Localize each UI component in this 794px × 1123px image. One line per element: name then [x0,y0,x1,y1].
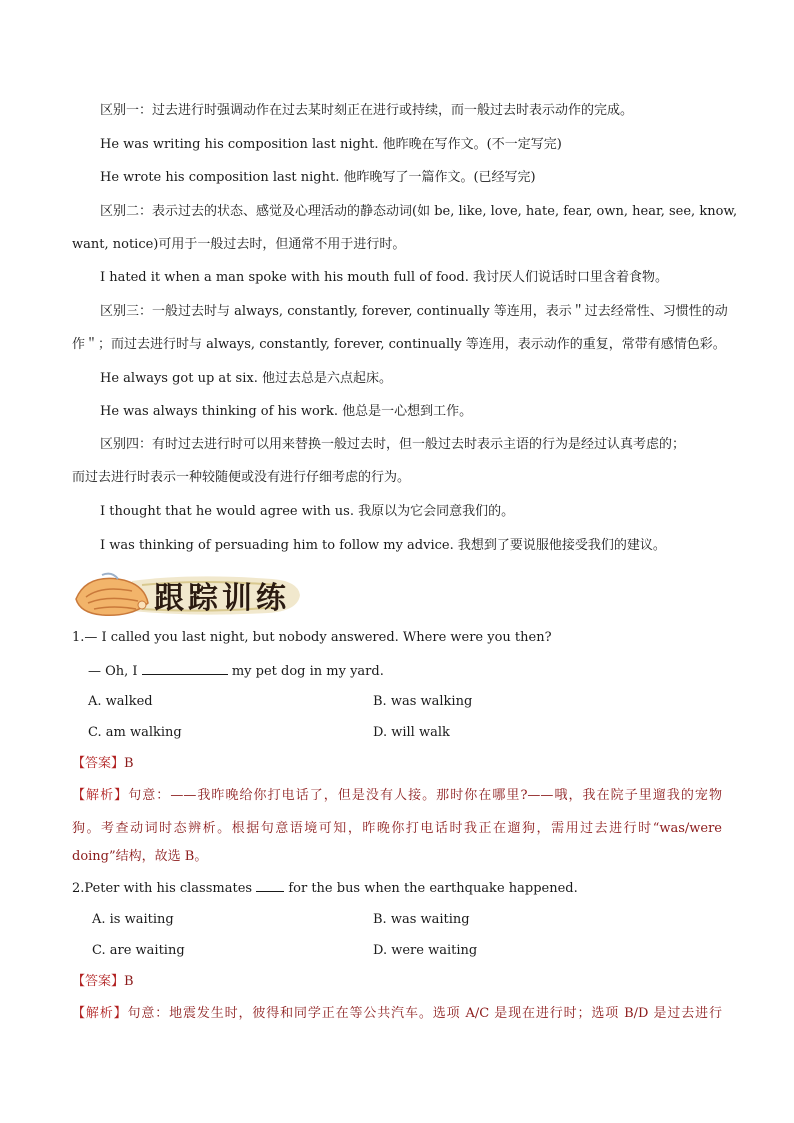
answer-line [72,973,134,991]
difference-three-line2: 作＂；而过去进行时与 always, constantly, forever, continually 等连用，表示动作的重复，常带有感情色彩。 [72,337,726,352]
option-b: B. was walking [373,694,473,709]
option-c: C. am walking [88,725,182,740]
section-banner [72,567,304,623]
option-b: B. was waiting [373,912,470,927]
answer-value: B [124,756,134,771]
option-d: D. were waiting [373,943,478,958]
answer-blank [256,879,284,892]
answer-tag: 【答案】 [72,756,125,771]
example-sentence: He always got up at six. 他过去总是六点起床。 [100,371,392,386]
answer-line [72,755,134,773]
difference-four-line2: 而过去进行时表示一种较随便或没有进行仔细考虑的行为。 [72,470,411,485]
option-c: C. are waiting [92,943,185,958]
option-a: A. walked [88,694,153,709]
example-sentence: He wrote his composition last night. 他昨晚写了一篇作文。(已经写完) [100,170,536,185]
question-1-response-end: my pet dog in my yard. [227,664,384,679]
analysis-text: 句意：——我昨晚给你打电话了，但是没有人接。那时你在哪里?——哦，我在院子里遛我的宠物 [128,788,722,803]
analysis-tag: 【解析】 [72,1006,128,1021]
example-sentence: I was thinking of persuading him to follow my advice. 我想到了要说服他接受我们的建议。 [100,538,666,553]
answer-value: B [124,974,134,989]
option-d: D. will walk [373,725,450,740]
question-1-stem: 1.— I called you last night, but nobody answered. Where were you then? [72,630,552,645]
example-sentence: He was always thinking of his work. 他总是一心想到工作。 [100,404,473,419]
question-1-response [88,662,384,681]
option-a: A. is waiting [92,912,174,927]
question-1-response-start: — Oh, I [88,664,142,679]
conch-shell-icon [72,569,152,621]
answer-tag: 【答案】 [72,974,125,989]
difference-three-line1: 区别三：一般过去时与 always, constantly, forever, continually 等连用，表示＂过去经常性、习惯性的动 [100,304,728,319]
example-sentence: I thought that he would agree with us. 我原以为它会同意我们的。 [100,504,515,519]
example-sentence: He was writing his composition last night. 他昨晚在写作文。(不一定写完) [100,137,562,152]
difference-two-line1: 区别二：表示过去的状态、感觉及心理活动的静态动词(如 be, like, love, hate, fear, own, hear, see, know, [100,204,738,219]
analysis-text: 句意：地震发生时，彼得和同学正在等公共汽车。选项 A/C 是现在进行时；选项 B/D 是过去进行 [127,1006,722,1021]
example-sentence: I hated it when a man spoke with his mouth full of food. 我讨厌人们说话时口里含着食物。 [100,270,669,285]
section-title: 跟踪训练 [154,581,290,616]
analysis-line: 狗。考查动词时态辨析。根据句意语境可知，昨晚你打电话时我正在遛狗，需用过去进行时“was/were [72,821,722,836]
difference-two-line2: want, notice)可用于一般过去时，但通常不用于进行时。 [72,237,406,252]
question-2-stem-end: for the bus when the earthquake happened. [284,881,578,896]
difference-four-line1: 区别四：有时过去进行时可以用来替换一般过去时，但一般过去时表示主语的行为是经过认真考虑的； [100,437,686,452]
analysis-tag: 【解析】 [72,788,129,803]
answer-blank [142,662,228,675]
analysis-line: doing”结构，故选 B。 [72,849,208,864]
question-2-stem-start: 2.Peter with his classmates [72,881,257,896]
question-2-stem [72,879,578,898]
analysis-line [72,1005,722,1023]
difference-one: 区别一：过去进行时强调动作在过去某时刻正在进行或持续，而一般过去时表示动作的完成。 [100,103,634,118]
analysis-line [72,787,722,805]
